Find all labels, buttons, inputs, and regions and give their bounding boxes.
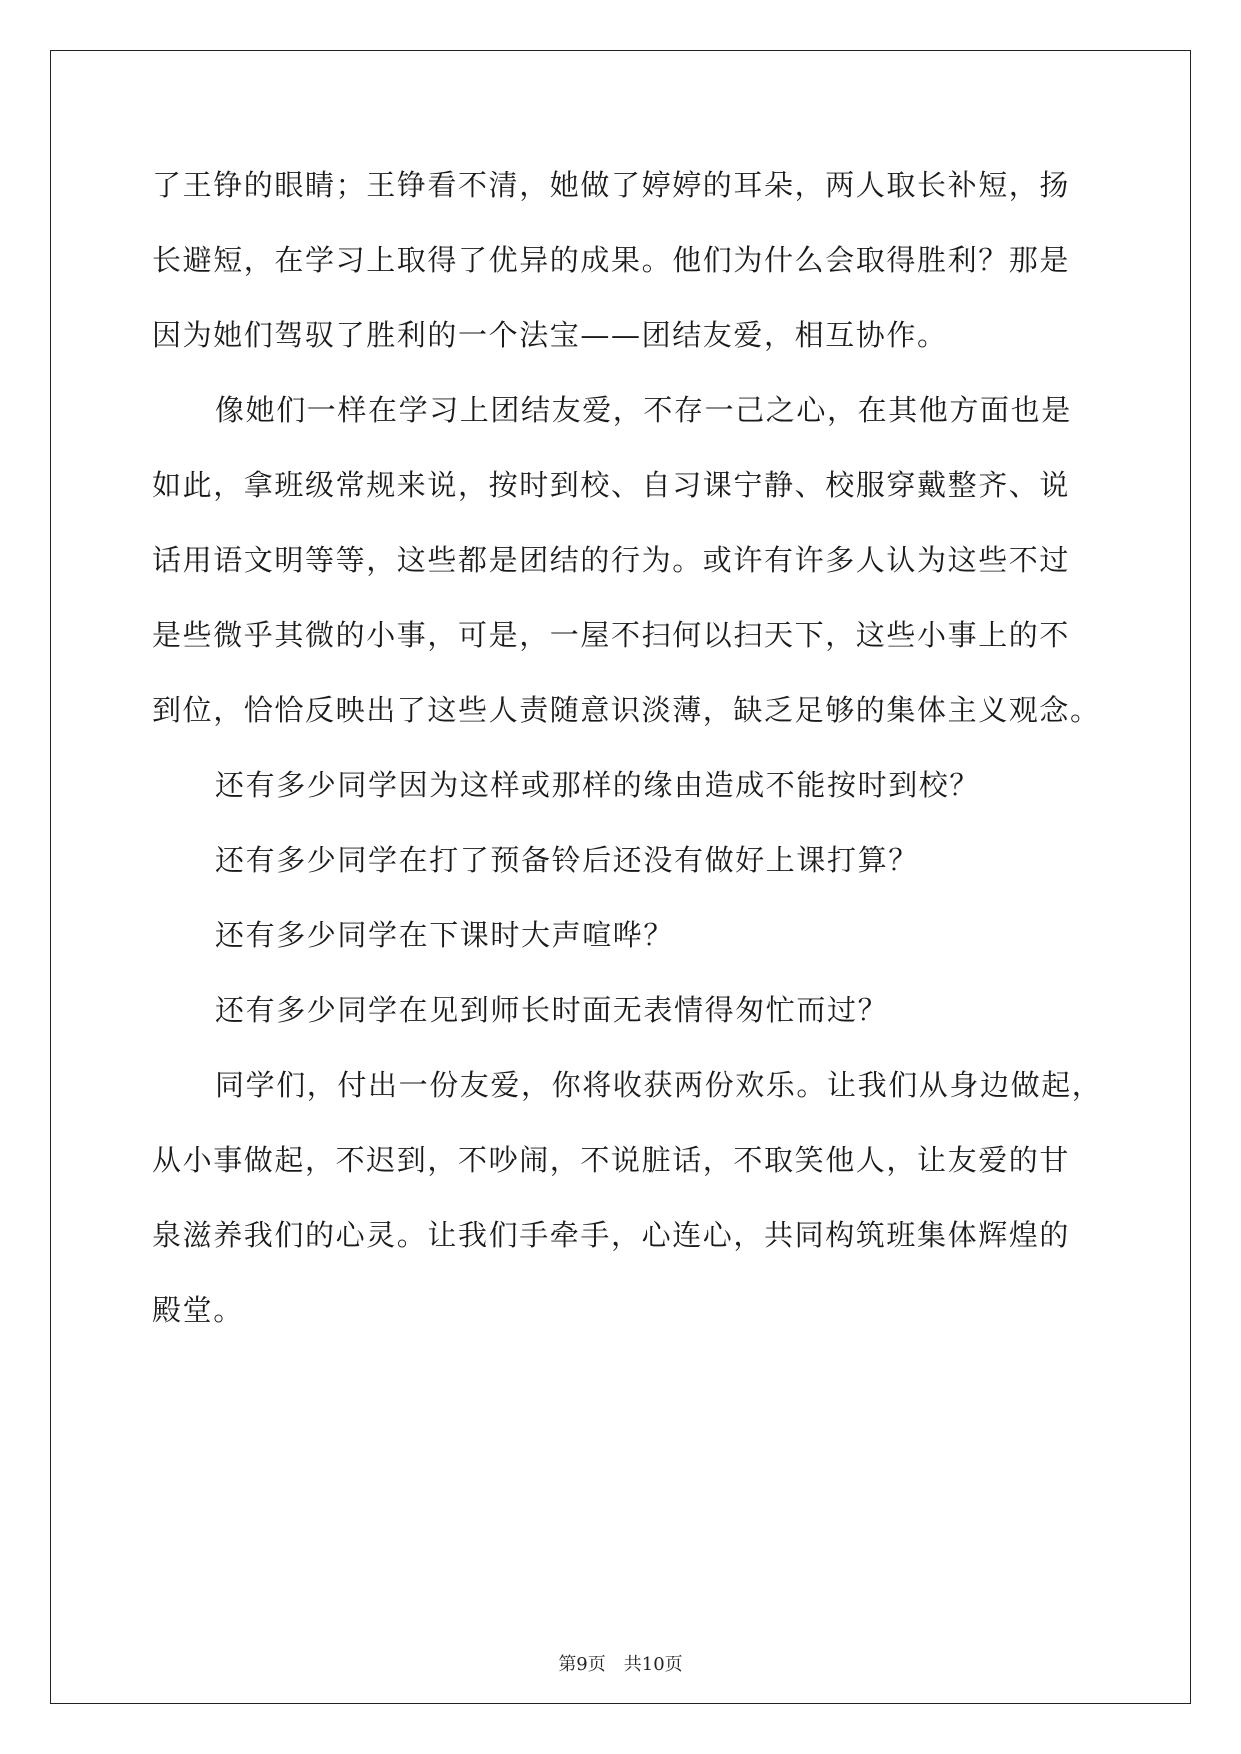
text-line: 泉滋养我们的心灵。让我们手牵手，心连心，共同构筑班集体辉煌的 bbox=[152, 1218, 1071, 1252]
text-line: 因为她们驾驭了胜利的一个法宝——团结友爱，相互协作。 bbox=[152, 318, 948, 352]
text-line: 长避短，在学习上取得了优异的成果。他们为什么会取得胜利？那是 bbox=[152, 243, 1071, 277]
question-line: 还有多少同学在下课时大声喧哗？ bbox=[215, 918, 675, 952]
paragraph-start-line: 像她们一样在学习上团结友爱，不存一己之心，在其他方面也是 bbox=[215, 393, 1072, 427]
text-line: 是些微乎其微的小事，可是，一屋不扫何以扫天下，这些小事上的不 bbox=[152, 618, 1071, 652]
question-line: 还有多少同学在打了预备铃后还没有做好上课打算？ bbox=[215, 843, 919, 877]
text-line: 如此，拿班级常规来说，按时到校、自习课宁静、校服穿戴整齐、说 bbox=[152, 468, 1071, 502]
question-line: 还有多少同学在见到师长时面无表情得匆忙而过？ bbox=[215, 993, 889, 1027]
page-total: 共10页 bbox=[623, 1654, 683, 1675]
question-line: 还有多少同学因为这样或那样的缘由造成不能按时到校？ bbox=[215, 768, 981, 802]
text-line: 殿堂。 bbox=[152, 1293, 244, 1327]
text-line: 话用语文明等等，这些都是团结的行为。或许有许多人认为这些不过 bbox=[152, 543, 1071, 577]
page-number: 第9页 bbox=[558, 1654, 606, 1675]
text-line: 到位，恰恰反映出了这些人责随意识淡薄，缺乏足够的集体主义观念。 bbox=[152, 693, 1101, 727]
text-line: 了王铮的眼睛；王铮看不清，她做了婷婷的耳朵，两人取长补短，扬 bbox=[152, 168, 1071, 202]
page-footer bbox=[0, 1653, 1241, 1677]
text-line: 从小事做起，不迟到，不吵闹，不说脏话，不取笑他人，让友爱的甘 bbox=[152, 1143, 1071, 1177]
paragraph-start-line: 同学们，付出一份友爱，你将收获两份欢乐。让我们从身边做起， bbox=[215, 1068, 1103, 1102]
